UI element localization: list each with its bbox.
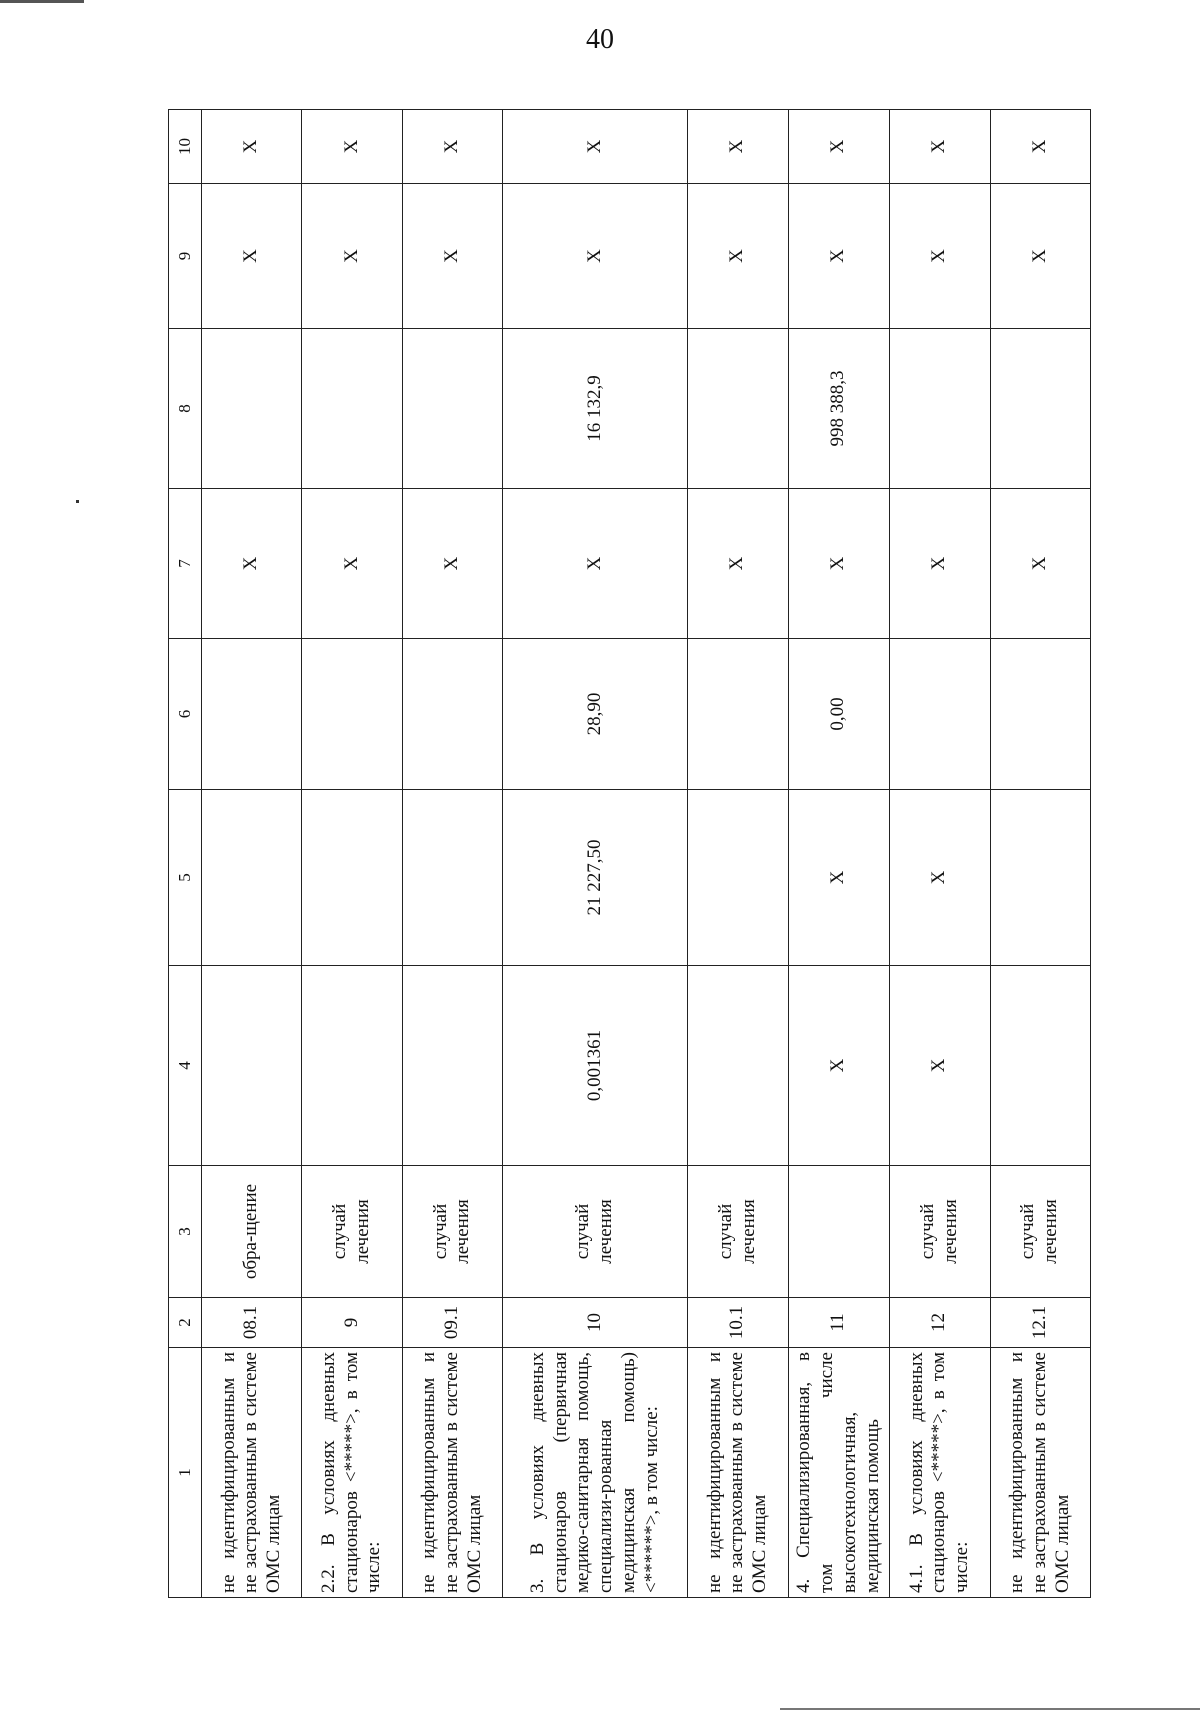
cell-col-8 — [990, 329, 1090, 489]
cell-col-8: 998 388,3 — [788, 329, 890, 489]
cell-col-10: Х — [402, 110, 502, 184]
cell-col-7: Х — [788, 489, 890, 639]
cell-col-7: Х — [890, 489, 990, 639]
column-header-10: 10 — [169, 110, 202, 184]
cell-col-2: 12 — [890, 1298, 990, 1348]
cell-col-1: 4. Специализированная, в том числе высокотехнологичная, медицинская помощь — [788, 1348, 890, 1598]
cell-col-6 — [302, 639, 402, 790]
cell-col-6 — [402, 639, 502, 790]
data-table — [168, 109, 1091, 1598]
page-number: 40 — [586, 24, 614, 55]
cell-col-2: 12.1 — [990, 1298, 1090, 1348]
cell-col-8: 16 132,9 — [503, 329, 688, 489]
header-row — [169, 110, 202, 1598]
cell-col-7: Х — [302, 489, 402, 639]
cell-col-1: не идентифицированным и не застрахованным в системе ОМС лицам — [688, 1348, 788, 1598]
cell-col-2: 09.1 — [402, 1298, 502, 1348]
cell-col-3: случай лечения — [302, 1166, 402, 1298]
column-header-6: 6 — [169, 639, 202, 790]
cell-col-1: не идентифицированным и не застрахованным в системе ОМС лицам — [202, 1348, 302, 1598]
cell-col-2: 10 — [503, 1298, 688, 1348]
cell-col-2: 08.1 — [202, 1298, 302, 1348]
table-body — [202, 110, 1091, 1598]
column-header-7: 7 — [169, 489, 202, 639]
table-row — [688, 110, 788, 1598]
cell-col-7: Х — [688, 489, 788, 639]
cell-col-9: Х — [688, 184, 788, 329]
cell-col-5: Х — [890, 790, 990, 966]
column-header-8: 8 — [169, 329, 202, 489]
cell-col-10: Х — [788, 110, 890, 184]
cell-col-10: Х — [302, 110, 402, 184]
cell-col-10: Х — [202, 110, 302, 184]
table-container — [168, 110, 1091, 1598]
cell-col-9: Х — [302, 184, 402, 329]
cell-col-4 — [302, 966, 402, 1166]
cell-col-7: Х — [990, 489, 1090, 639]
column-header-4: 4 — [169, 966, 202, 1166]
cell-col-6: 0,00 — [788, 639, 890, 790]
cell-col-6 — [202, 639, 302, 790]
cell-col-4 — [202, 966, 302, 1166]
table-row — [202, 110, 302, 1598]
column-header-2: 2 — [169, 1298, 202, 1348]
cell-col-5: Х — [788, 790, 890, 966]
cell-col-4 — [402, 966, 502, 1166]
cell-col-5 — [202, 790, 302, 966]
cell-col-3: обра-щение — [202, 1166, 302, 1298]
scan-edge-mark — [0, 0, 84, 3]
cell-col-10: Х — [990, 110, 1090, 184]
cell-col-1: 2.2. В условиях дневных стационаров <*****>, в том числе: — [302, 1348, 402, 1598]
cell-col-6: 28,90 — [503, 639, 688, 790]
cell-col-6 — [890, 639, 990, 790]
scan-edge-mark-bottom — [780, 1708, 1200, 1710]
cell-col-1: 3. В условиях дневных стационаров (первичная медико-санитарная помощь, специализи-рованная медицинская помощь) <******>, в том числе: — [503, 1348, 688, 1598]
cell-col-3 — [788, 1166, 890, 1298]
column-header-9: 9 — [169, 184, 202, 329]
cell-col-3: случай лечения — [890, 1166, 990, 1298]
column-header-1: 1 — [169, 1348, 202, 1598]
cell-col-4: 0,001361 — [503, 966, 688, 1166]
table-row — [503, 110, 688, 1598]
cell-col-10: Х — [503, 110, 688, 184]
cell-col-9: Х — [788, 184, 890, 329]
cell-col-9: Х — [402, 184, 502, 329]
scan-speck — [76, 500, 79, 503]
cell-col-10: Х — [890, 110, 990, 184]
cell-col-4 — [990, 966, 1090, 1166]
column-header-3: 3 — [169, 1166, 202, 1298]
cell-col-7: Х — [402, 489, 502, 639]
cell-col-5: 21 227,50 — [503, 790, 688, 966]
rotated-table-frame — [168, 110, 1091, 1598]
cell-col-3: случай лечения — [503, 1166, 688, 1298]
cell-col-3: случай лечения — [688, 1166, 788, 1298]
cell-col-9: Х — [503, 184, 688, 329]
cell-col-9: Х — [890, 184, 990, 329]
cell-col-8 — [890, 329, 990, 489]
cell-col-4: Х — [890, 966, 990, 1166]
cell-col-8 — [688, 329, 788, 489]
cell-col-5 — [990, 790, 1090, 966]
table-row — [302, 110, 402, 1598]
table-row — [890, 110, 990, 1598]
cell-col-9: Х — [990, 184, 1090, 329]
cell-col-6 — [688, 639, 788, 790]
table-row — [990, 110, 1090, 1598]
cell-col-5 — [402, 790, 502, 966]
cell-col-2: 9 — [302, 1298, 402, 1348]
cell-col-6 — [990, 639, 1090, 790]
cell-col-1: 4.1. В условиях дневных стационаров <*****>, в том числе: — [890, 1348, 990, 1598]
cell-col-3: случай лечения — [990, 1166, 1090, 1298]
column-header-5: 5 — [169, 790, 202, 966]
cell-col-8 — [302, 329, 402, 489]
cell-col-4: Х — [788, 966, 890, 1166]
table-row — [402, 110, 502, 1598]
cell-col-4 — [688, 966, 788, 1166]
cell-col-5 — [688, 790, 788, 966]
cell-col-8 — [202, 329, 302, 489]
cell-col-10: Х — [688, 110, 788, 184]
cell-col-1: не идентифицированным и не застрахованным в системе ОМС лицам — [402, 1348, 502, 1598]
cell-col-2: 11 — [788, 1298, 890, 1348]
cell-col-7: Х — [202, 489, 302, 639]
table-row — [788, 110, 890, 1598]
cell-col-5 — [302, 790, 402, 966]
cell-col-1: не идентифицированным и не застрахованным в системе ОМС лицам — [990, 1348, 1090, 1598]
cell-col-9: Х — [202, 184, 302, 329]
cell-col-8 — [402, 329, 502, 489]
cell-col-2: 10.1 — [688, 1298, 788, 1348]
cell-col-3: случай лечения — [402, 1166, 502, 1298]
cell-col-7: Х — [503, 489, 688, 639]
